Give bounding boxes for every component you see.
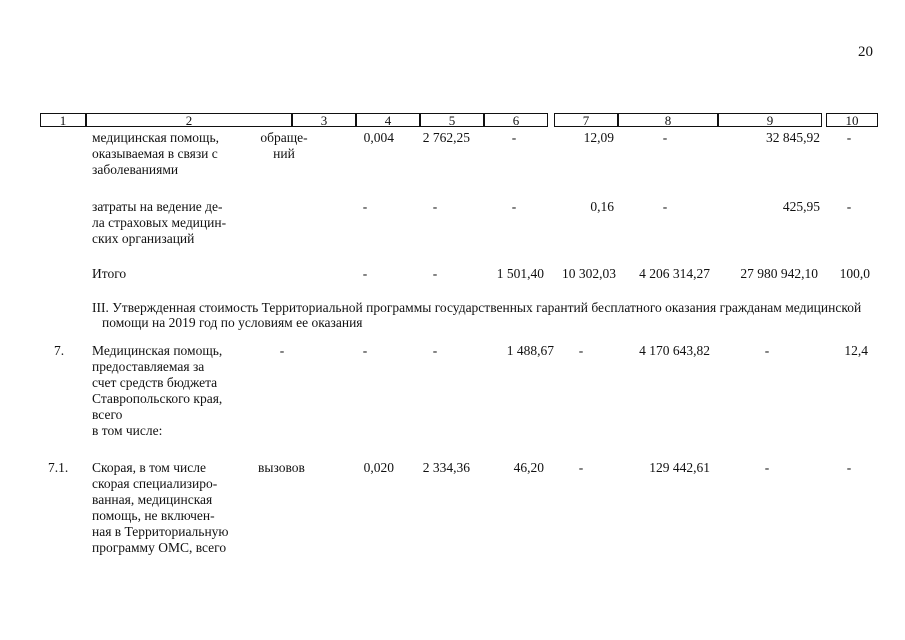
row-c5: 2 762,25 [422,130,470,145]
row-c10: - [846,199,852,214]
row-unit-line: - [279,343,285,358]
header-col-7: 7 [554,113,618,127]
row-c9: - [764,343,770,358]
row-c6: 1 488,67 [506,343,554,358]
row-name-line: программу ОМС, всего [92,540,227,555]
section-title: III. Утвержденная стоимость Территориальной программы государственных гарантий бесплатного оказания гражданам медицинской помощи на 2019 год по условиям ее оказания [92,300,862,330]
header-col-2: 2 [86,113,292,127]
row-c6: 1 501,40 [496,266,544,281]
row-c7: - [578,460,584,475]
row-c10: 100,0 [839,266,870,281]
row-c5: - [432,266,438,281]
row-name-line: счет средств бюджета [92,375,218,390]
row-name-line: скорая специализиро- [92,476,218,491]
header-col-4: 4 [356,113,420,127]
row-name-line: в том числе: [92,423,163,438]
table-header-row [40,113,878,129]
row-number: 7.1. [48,460,69,475]
row-c7: - [578,343,584,358]
row-name-line: помощь, не включен- [92,508,215,523]
row-name-line: медицинская помощь, [92,130,219,145]
row-c6: - [511,130,517,145]
row-c8: 4 170 643,82 [639,343,710,358]
header-col-9: 9 [718,113,822,127]
row-c7: 10 302,03 [562,266,616,281]
row-c8: 129 442,61 [649,460,710,475]
row-c4: - [362,266,368,281]
row-c5: - [432,343,438,358]
header-col-5: 5 [420,113,484,127]
row-unit-line: обраще- [260,130,308,145]
row-name-line: ванная, медицинская [92,492,213,507]
row-c8: - [662,130,668,145]
row-c7: 12,09 [583,130,614,145]
row-c4: - [362,199,368,214]
page-number: 20 [858,44,873,60]
row-name-line: Скорая, в том числе [92,460,206,475]
row-c4: - [362,343,368,358]
header-col-8: 8 [618,113,718,127]
header-col-6: 6 [484,113,548,127]
row-c10: 12,4 [844,343,868,358]
row-c9: - [764,460,770,475]
row-name-line: предоставляемая за [92,359,205,374]
row-c4: 0,020 [363,460,394,475]
row-c9: 32 845,92 [766,130,820,145]
row-c4: 0,004 [363,130,394,145]
row-name-line: ла страховых медицин- [92,215,227,230]
row-c10: - [846,460,852,475]
row-c8: 4 206 314,27 [639,266,710,281]
row-c6: 46,20 [513,460,544,475]
row-c9: 425,95 [782,199,820,214]
row-unit-line: вызовов [258,460,305,475]
row-name-line: Итого [92,266,127,281]
row-number: 7. [54,343,65,358]
header-col-1: 1 [40,113,86,127]
row-c6: - [511,199,517,214]
row-name-line: всего [92,407,123,422]
row-unit-line: ний [273,146,295,161]
row-name-line: заболеваниями [92,162,179,177]
row-name-line: оказываемая в связи с [92,146,218,161]
row-c7: 0,16 [590,199,614,214]
header-col-10: 10 [826,113,878,127]
row-name-line: ских организаций [92,231,195,246]
row-c8: - [662,199,668,214]
row-c5: 2 334,36 [422,460,470,475]
row-name-line: ная в Территориальную [92,524,229,539]
row-name-line: Ставропольского края, [92,391,223,406]
row-c10: - [846,130,852,145]
row-c9: 27 980 942,10 [740,266,818,281]
row-name-line: затраты на ведение де- [92,199,223,214]
row-c5: - [432,199,438,214]
row-name-line: Медицинская помощь, [92,343,223,358]
header-col-3: 3 [292,113,356,127]
